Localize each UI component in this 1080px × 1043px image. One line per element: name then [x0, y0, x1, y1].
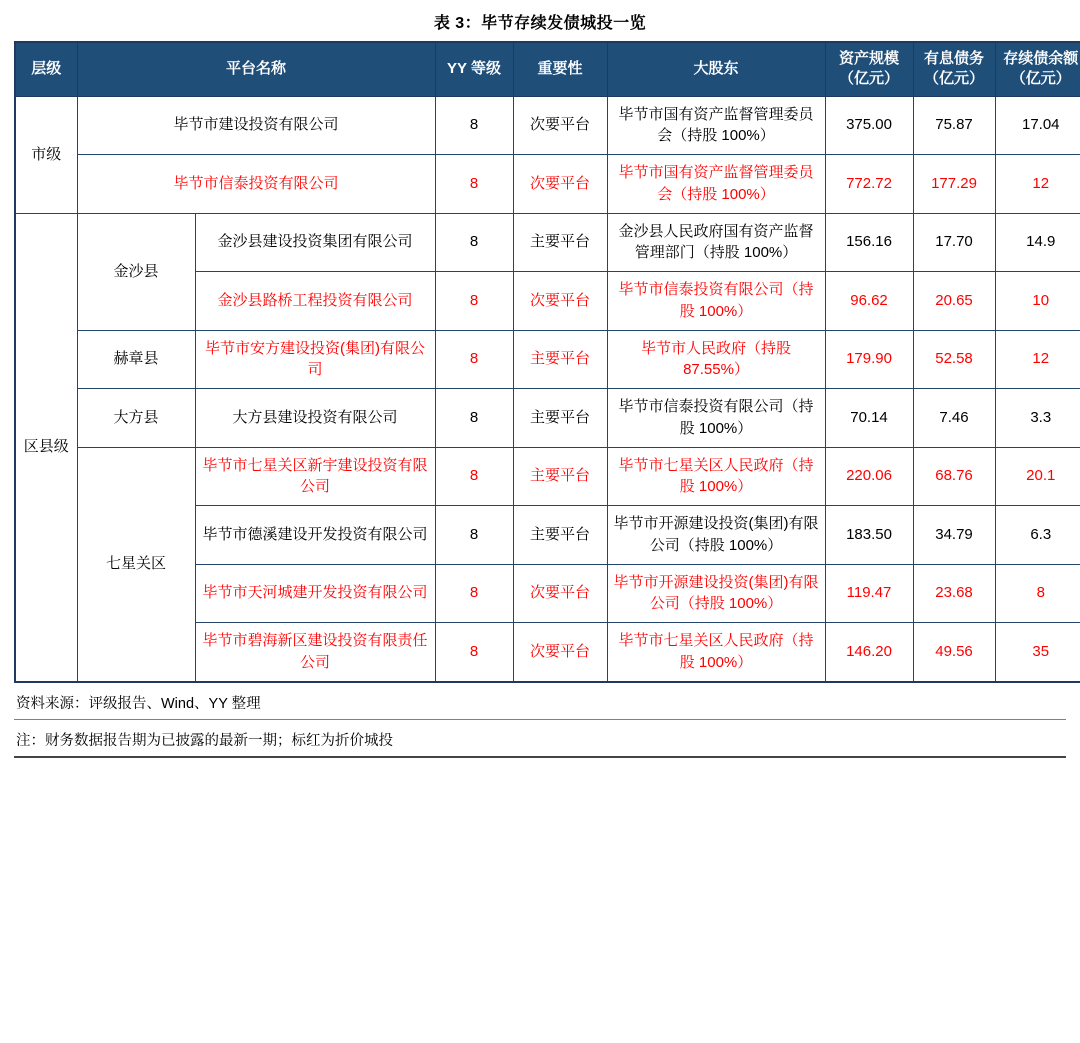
platform-name: 毕节市德溪建设开发投资有限公司: [195, 506, 435, 565]
interest-debt: 49.56: [913, 623, 995, 682]
bond-balance: 14.9: [995, 213, 1080, 272]
shareholder: 毕节市信泰投资有限公司（持股 100%）: [607, 389, 825, 448]
table-row: [15, 389, 1080, 448]
asset-scale: 70.14: [825, 389, 913, 448]
bond-balance: 10: [995, 272, 1080, 331]
importance: 主要平台: [513, 506, 607, 565]
table-row: [15, 330, 1080, 389]
importance: 主要平台: [513, 213, 607, 272]
yy-rating: 8: [435, 447, 513, 506]
header-interest-debt: [913, 42, 995, 96]
interest-debt: 7.46: [913, 389, 995, 448]
platform-table: [14, 41, 1080, 683]
header-importance: 重要性: [513, 42, 607, 96]
header-platform: 平台名称: [77, 42, 435, 96]
table-header-row: [15, 42, 1080, 96]
bond-balance: 6.3: [995, 506, 1080, 565]
header-interest-debt-line2: （亿元）: [924, 70, 985, 88]
bond-balance: 12: [995, 330, 1080, 389]
asset-scale: 96.62: [825, 272, 913, 331]
bond-balance: 17.04: [995, 96, 1080, 155]
yy-rating: 8: [435, 389, 513, 448]
data-note: 注：财务数据报告期为已披露的最新一期；标红为折价城投: [14, 720, 1066, 758]
yy-rating: 8: [435, 213, 513, 272]
interest-debt: 75.87: [913, 96, 995, 155]
yy-rating: 8: [435, 564, 513, 623]
bond-balance: 35: [995, 623, 1080, 682]
platform-name: 金沙县路桥工程投资有限公司: [195, 272, 435, 331]
platform-name: 大方县建设投资有限公司: [195, 389, 435, 448]
shareholder: 毕节市信泰投资有限公司（持股 100%）: [607, 272, 825, 331]
bond-balance: 12: [995, 155, 1080, 214]
yy-rating: 8: [435, 330, 513, 389]
asset-scale: 220.06: [825, 447, 913, 506]
district-cell-hezhang: 赫章县: [77, 330, 195, 389]
importance: 次要平台: [513, 623, 607, 682]
shareholder: 毕节市开源建设投资(集团)有限公司（持股 100%）: [607, 564, 825, 623]
asset-scale: 156.16: [825, 213, 913, 272]
district-cell-jinsha: 金沙县: [77, 213, 195, 330]
asset-scale: 183.50: [825, 506, 913, 565]
header-interest-debt-line1: 有息债务: [924, 50, 985, 67]
importance: 主要平台: [513, 389, 607, 448]
platform-name: 毕节市安方建设投资(集团)有限公司: [195, 330, 435, 389]
header-bond-balance: [995, 42, 1080, 96]
asset-scale: 375.00: [825, 96, 913, 155]
yy-rating: 8: [435, 506, 513, 565]
table-row: [15, 213, 1080, 272]
yy-rating: 8: [435, 155, 513, 214]
asset-scale: 772.72: [825, 155, 913, 214]
interest-debt: 20.65: [913, 272, 995, 331]
yy-rating: 8: [435, 272, 513, 331]
header-asset-scale-line1: 资产规模: [839, 50, 900, 67]
bond-balance: 8: [995, 564, 1080, 623]
platform-name: 毕节市建设投资有限公司: [77, 96, 435, 155]
interest-debt: 52.58: [913, 330, 995, 389]
platform-name: 毕节市信泰投资有限公司: [77, 155, 435, 214]
interest-debt: 23.68: [913, 564, 995, 623]
platform-name: 毕节市天河城建开发投资有限公司: [195, 564, 435, 623]
header-yy-rating: YY 等级: [435, 42, 513, 96]
header-asset-scale-line2: （亿元）: [839, 70, 900, 88]
header-bond-balance-line2: （亿元）: [1010, 70, 1071, 88]
yy-rating: 8: [435, 96, 513, 155]
header-shareholder: 大股东: [607, 42, 825, 96]
importance: 主要平台: [513, 447, 607, 506]
shareholder: 毕节市人民政府（持股 87.55%）: [607, 330, 825, 389]
importance: 次要平台: [513, 272, 607, 331]
shareholder: 毕节市国有资产监督管理委员会（持股 100%）: [607, 96, 825, 155]
shareholder: 毕节市七星关区人民政府（持股 100%）: [607, 623, 825, 682]
interest-debt: 17.70: [913, 213, 995, 272]
header-level: 层级: [15, 42, 77, 96]
header-asset-scale: [825, 42, 913, 96]
platform-name: 毕节市七星关区新宇建设投资有限公司: [195, 447, 435, 506]
level-cell-county: 区县级: [15, 213, 77, 682]
platform-name: 金沙县建设投资集团有限公司: [195, 213, 435, 272]
interest-debt: 177.29: [913, 155, 995, 214]
platform-name: 毕节市碧海新区建设投资有限责任公司: [195, 623, 435, 682]
district-cell-qixingguan: 七星关区: [77, 447, 195, 682]
asset-scale: 119.47: [825, 564, 913, 623]
importance: 次要平台: [513, 96, 607, 155]
interest-debt: 68.76: [913, 447, 995, 506]
importance: 主要平台: [513, 330, 607, 389]
importance: 次要平台: [513, 155, 607, 214]
shareholder: 毕节市开源建设投资(集团)有限公司（持股 100%）: [607, 506, 825, 565]
page-title: 表 3：毕节存续发债城投一览: [433, 15, 647, 32]
bond-balance: 3.3: [995, 389, 1080, 448]
bond-balance: 20.1: [995, 447, 1080, 506]
footnotes: [14, 683, 1066, 758]
table-row: [15, 96, 1080, 155]
shareholder: 毕节市国有资产监督管理委员会（持股 100%）: [607, 155, 825, 214]
interest-debt: 34.79: [913, 506, 995, 565]
level-cell-city: 市级: [15, 96, 77, 213]
table-row: [15, 447, 1080, 506]
importance: 次要平台: [513, 564, 607, 623]
district-cell-dafang: 大方县: [77, 389, 195, 448]
source-note: 资料来源：评级报告、Wind、YY 整理: [14, 683, 1066, 720]
yy-rating: 8: [435, 623, 513, 682]
asset-scale: 179.90: [825, 330, 913, 389]
shareholder: 毕节市七星关区人民政府（持股 100%）: [607, 447, 825, 506]
asset-scale: 146.20: [825, 623, 913, 682]
header-bond-balance-line1: 存续债余额: [1003, 50, 1079, 67]
shareholder: 金沙县人民政府国有资产监督管理部门（持股 100%）: [607, 213, 825, 272]
table-row: [15, 155, 1080, 214]
